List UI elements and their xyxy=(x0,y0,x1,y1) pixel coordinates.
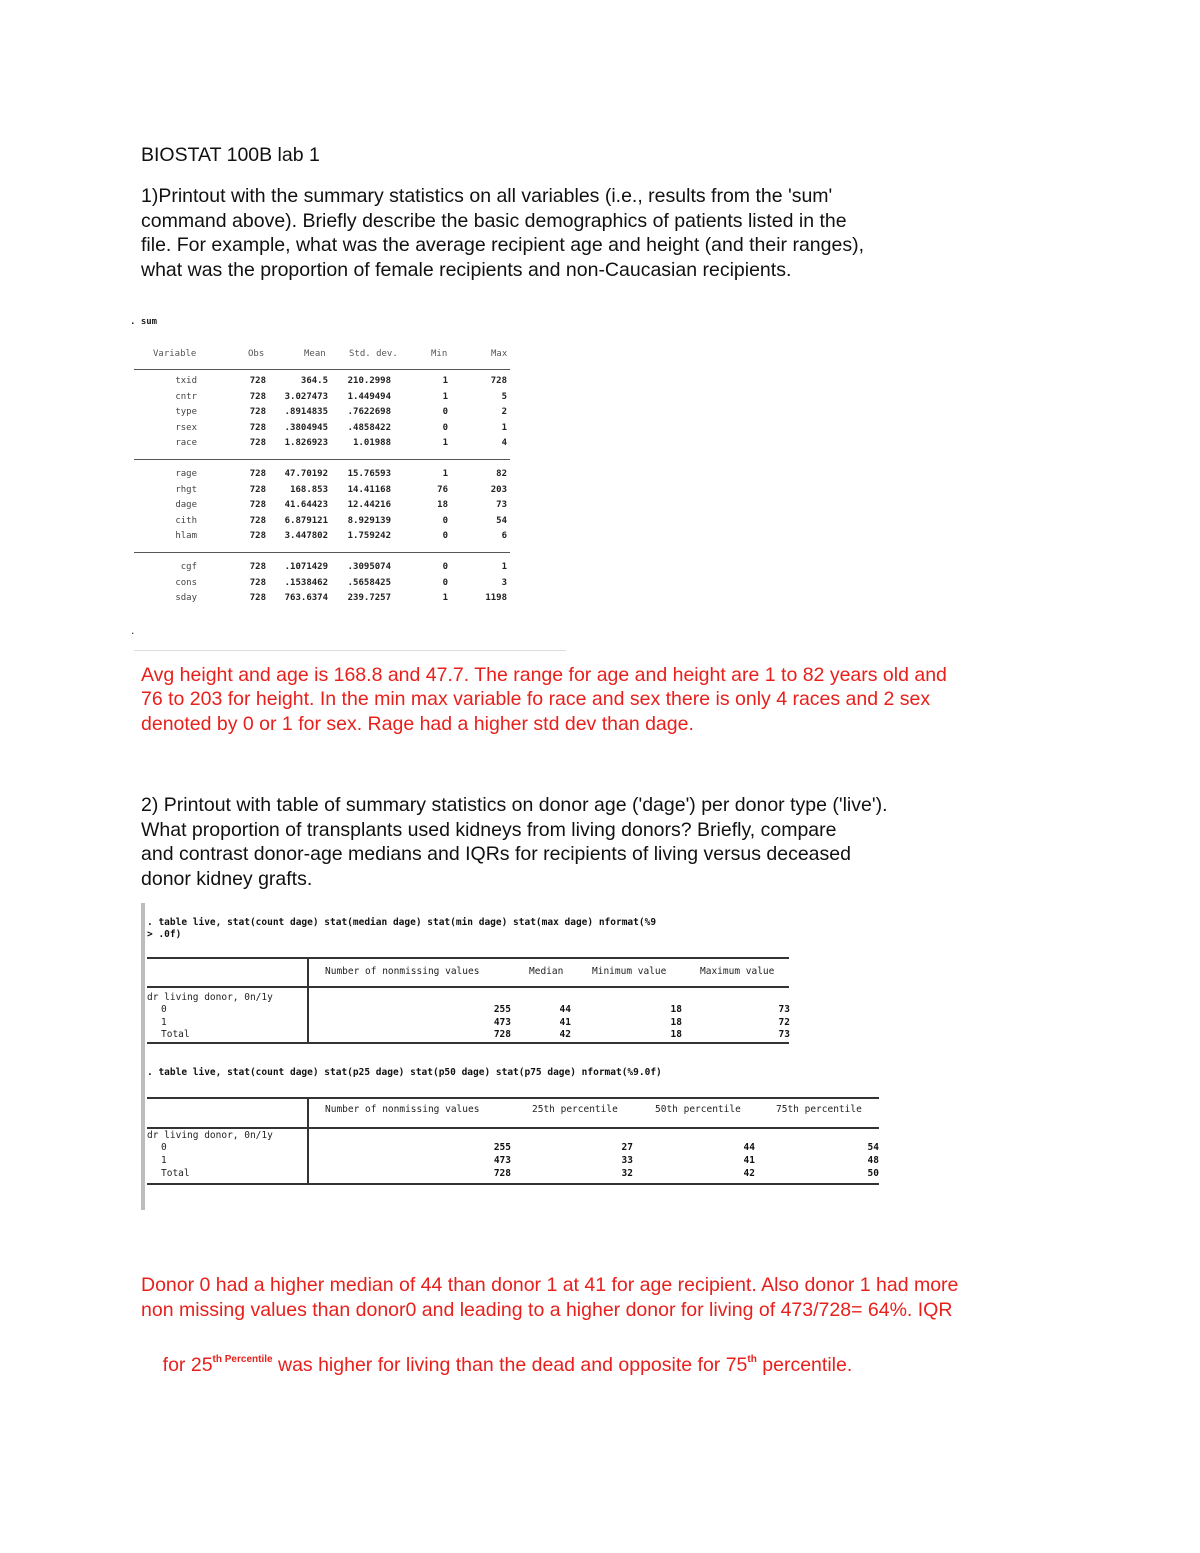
sum-value: 728 xyxy=(249,593,266,603)
sum-value: 728 xyxy=(249,484,266,495)
table1-mid-rule xyxy=(147,986,789,988)
table2-row-name: 1 xyxy=(161,1155,167,1166)
sum-value: 728 xyxy=(249,407,266,417)
sum-value: 1 xyxy=(442,469,448,479)
table2-value: 32 xyxy=(621,1168,633,1179)
table2-header: 25th percentile xyxy=(532,1104,618,1115)
table2-row-label: dr living donor, 0n/1y xyxy=(147,1130,273,1141)
sum-command: . sum xyxy=(130,317,158,327)
sum-value: 15.76593 xyxy=(347,469,391,479)
sum-value: 73 xyxy=(496,500,507,510)
sum-value: 1198 xyxy=(485,593,507,603)
table1-value: 18 xyxy=(670,1017,682,1028)
table1-value: 18 xyxy=(670,1029,682,1040)
table2-value: 728 xyxy=(493,1168,511,1179)
table1-divider xyxy=(307,957,309,1043)
table1-value: 72 xyxy=(778,1017,790,1028)
sum-variable-name: rage xyxy=(175,469,197,479)
answer-2-line xyxy=(141,1322,852,1403)
sum-value: 728 xyxy=(249,515,266,526)
sum-variable-name: hlam xyxy=(175,531,197,541)
sum-value: 0 xyxy=(442,577,448,588)
sum-variable-name: cons xyxy=(175,577,197,588)
sum-value: 6.879121 xyxy=(284,515,328,526)
sum-value: 728 xyxy=(249,500,266,510)
table2-value: 44 xyxy=(743,1142,755,1153)
sum-value: 1 xyxy=(442,438,448,448)
sum-trailing-mark: . xyxy=(130,627,136,637)
question-1-line: 1)Printout with the summary statistics on all variables (i.e., results from the 'sum' xyxy=(141,185,833,207)
sum-header: Min xyxy=(431,349,448,359)
table1-value: 41 xyxy=(559,1017,571,1028)
sum-header: Std. dev. xyxy=(349,349,398,359)
sum-value: .3095074 xyxy=(347,562,391,572)
question-2-line: 2) Printout with table of summary statistics on donor age ('dage') per donor type ('live'). xyxy=(141,794,888,816)
table2-mid-rule xyxy=(147,1127,879,1129)
sum-value: 1 xyxy=(442,391,448,402)
sum-value: .1538462 xyxy=(284,577,328,588)
sum-value: 168.853 xyxy=(290,484,328,495)
table1-header: Maximum value xyxy=(700,966,775,977)
sum-header-rule xyxy=(134,369,510,370)
sum-header: Mean xyxy=(304,349,326,359)
table2-header: 75th percentile xyxy=(776,1104,862,1115)
sum-group-rule xyxy=(134,552,510,553)
table2-command: . table live, stat(count dage) stat(p25 dage) stat(p50 dage) stat(p75 dage) nformat(%9.0f) xyxy=(147,1067,662,1078)
table2-top-rule xyxy=(147,1097,879,1099)
sum-value: 1.826923 xyxy=(284,438,328,448)
table2-value: 48 xyxy=(867,1155,879,1166)
sum-header: Obs xyxy=(248,349,265,359)
sum-value: 1 xyxy=(442,593,448,603)
question-2-line: and contrast donor-age medians and IQRs for recipients of living versus deceased xyxy=(141,843,851,865)
sum-value: .3804945 xyxy=(284,422,328,433)
sum-value: 6 xyxy=(501,531,507,541)
table2-value: 41 xyxy=(743,1155,755,1166)
question-1-line: file. For example, what was the average recipient age and height (and their ranges), xyxy=(141,234,864,256)
sum-value: 0 xyxy=(442,407,448,417)
sum-value: .5658425 xyxy=(347,577,391,588)
answer-2-line: Donor 0 had a higher median of 44 than donor 1 at 41 for age recipient. Also donor 1 had more xyxy=(141,1274,959,1296)
sum-variable-name: race xyxy=(175,438,197,448)
sum-header: Variable xyxy=(153,349,197,359)
sum-value: 0 xyxy=(442,422,448,433)
sum-value: 728 xyxy=(249,376,266,386)
table2-value: 27 xyxy=(621,1142,633,1153)
sum-value: 239.7257 xyxy=(347,593,391,603)
table2-value: 50 xyxy=(867,1168,879,1179)
table1-value: 73 xyxy=(778,1029,790,1040)
sum-value: 3.027473 xyxy=(284,391,328,402)
sum-value: 12.44216 xyxy=(347,500,391,510)
sum-value: 364.5 xyxy=(300,376,328,386)
answer-2-text: percentile. xyxy=(756,1354,853,1376)
sum-value: 0 xyxy=(442,515,448,526)
table1-value: 728 xyxy=(493,1029,511,1040)
sum-variable-name: sday xyxy=(175,593,197,603)
table1-row-name: 0 xyxy=(161,1004,167,1015)
table-output-screenshot xyxy=(141,903,891,1210)
doc-title: BIOSTAT 100B lab 1 xyxy=(141,144,320,166)
table1-value: 73 xyxy=(778,1004,790,1015)
sum-variable-name: cith xyxy=(175,515,197,526)
sum-variable-name: txid xyxy=(175,376,197,386)
table2-value: 255 xyxy=(493,1142,511,1153)
sum-group-rule xyxy=(134,459,510,460)
sum-value: 763.6374 xyxy=(284,593,328,603)
table1-header: Median xyxy=(529,966,564,977)
sum-variable-name: cntr xyxy=(175,391,197,402)
sum-value: 0 xyxy=(442,531,448,541)
table2-row-name: 0 xyxy=(161,1142,167,1153)
table2-value: 54 xyxy=(867,1142,879,1153)
table1-row-label: dr living donor, 0n/1y xyxy=(147,992,273,1003)
table2-value: 42 xyxy=(743,1168,755,1179)
sum-value: 728 xyxy=(249,562,266,572)
sum-value: 18 xyxy=(437,500,448,510)
sum-value: .7622698 xyxy=(347,407,391,417)
sum-value: 3.447802 xyxy=(284,531,328,541)
sum-value: 5 xyxy=(501,391,507,402)
answer-1-line: Avg height and age is 168.8 and 47.7. The range for age and height are 1 to 82 years old and xyxy=(141,664,947,686)
sum-value: 728 xyxy=(249,577,266,588)
sum-value: .8914835 xyxy=(284,407,328,417)
table1-value: 42 xyxy=(559,1029,571,1040)
sum-value: .4858422 xyxy=(347,422,391,433)
sum-value: 0 xyxy=(442,562,448,572)
question-1-line: command above). Briefly describe the basic demographics of patients listed in the xyxy=(141,210,847,232)
sum-value: 8.929139 xyxy=(347,515,391,526)
sum-value: 4 xyxy=(501,438,507,448)
screenshot-left-edge xyxy=(141,903,145,1210)
table1-row-name: Total xyxy=(161,1029,190,1040)
sum-value: 1 xyxy=(501,422,507,433)
sum-value: 728 xyxy=(249,438,266,448)
sum-output-screenshot xyxy=(120,312,570,652)
table1-value: 473 xyxy=(493,1017,511,1028)
sum-value: .1071429 xyxy=(284,562,328,572)
question-2-line: donor kidney grafts. xyxy=(141,868,313,890)
sum-value: 728 xyxy=(490,376,507,386)
sum-value: 47.70192 xyxy=(284,469,328,479)
sum-value: 728 xyxy=(249,422,266,433)
sum-value: 728 xyxy=(249,391,266,402)
table1-top-rule xyxy=(147,957,789,959)
table2-divider xyxy=(307,1097,309,1185)
table2-header: 50th percentile xyxy=(655,1104,741,1115)
sum-value: 41.64423 xyxy=(284,500,328,510)
table1-header: Minimum value xyxy=(592,966,667,977)
table2-value: 473 xyxy=(493,1155,511,1166)
answer-2-text: was higher for living than the dead and opposite for 75 xyxy=(272,1354,748,1376)
table2-row-name: Total xyxy=(161,1168,190,1179)
table1-command-cont: > .0f) xyxy=(147,929,182,940)
sum-value: 1.01988 xyxy=(353,438,391,448)
question-1-line: what was the proportion of female recipients and non-Caucasian recipients. xyxy=(141,259,792,281)
table1-header: Number of nonmissing values xyxy=(325,966,480,977)
table1-value: 255 xyxy=(493,1004,511,1015)
sum-bottom-rule xyxy=(134,650,566,651)
sum-value: 3 xyxy=(501,577,507,588)
answer-1-line: 76 to 203 for height. In the min max variable fo race and sex there is only 4 races and 2 sex xyxy=(141,688,931,710)
sum-value: 728 xyxy=(249,531,266,541)
answer-2-text: for 25 xyxy=(162,1354,213,1376)
answer-2-line: non missing values than donor0 and leading to a higher donor for living of 473/728= 64%. IQR xyxy=(141,1299,953,1321)
table2-header: Number of nonmissing values xyxy=(325,1104,480,1115)
answer-2-superscript: th xyxy=(747,1354,757,1365)
sum-value: 728 xyxy=(249,469,266,479)
answer-2-superscript: th Percentile xyxy=(212,1354,273,1365)
table1-value: 44 xyxy=(559,1004,571,1015)
sum-value: 203 xyxy=(490,484,507,495)
table1-value: 18 xyxy=(670,1004,682,1015)
sum-variable-name: dage xyxy=(175,500,197,510)
sum-variable-name: rhgt xyxy=(175,484,197,495)
table2-bottom-rule xyxy=(147,1183,879,1185)
sum-variable-name: type xyxy=(175,407,197,417)
question-2-line: What proportion of transplants used kidneys from living donors? Briefly, compare xyxy=(141,819,837,841)
sum-value: 1.449494 xyxy=(347,391,391,402)
sum-value: 2 xyxy=(501,407,507,417)
table2-value: 33 xyxy=(621,1155,633,1166)
sum-header: Max xyxy=(491,349,508,359)
sum-value: 210.2998 xyxy=(347,376,391,386)
table1-row-name: 1 xyxy=(161,1017,167,1028)
table1-command: . table live, stat(count dage) stat(median dage) stat(min dage) stat(max dage) nformat(%9 xyxy=(147,917,657,928)
answer-1-line: denoted by 0 or 1 for sex. Rage had a higher std dev than dage. xyxy=(141,713,694,735)
sum-value: 54 xyxy=(496,515,507,526)
sum-value: 76 xyxy=(437,484,448,495)
sum-variable-name: cgf xyxy=(180,562,197,572)
sum-variable-name: rsex xyxy=(175,422,197,433)
sum-value: 1 xyxy=(501,562,507,572)
sum-value: 1.759242 xyxy=(347,531,391,541)
sum-value: 1 xyxy=(442,376,448,386)
sum-value: 82 xyxy=(496,469,507,479)
table1-bottom-rule xyxy=(147,1042,789,1044)
sum-value: 14.41168 xyxy=(347,484,391,495)
